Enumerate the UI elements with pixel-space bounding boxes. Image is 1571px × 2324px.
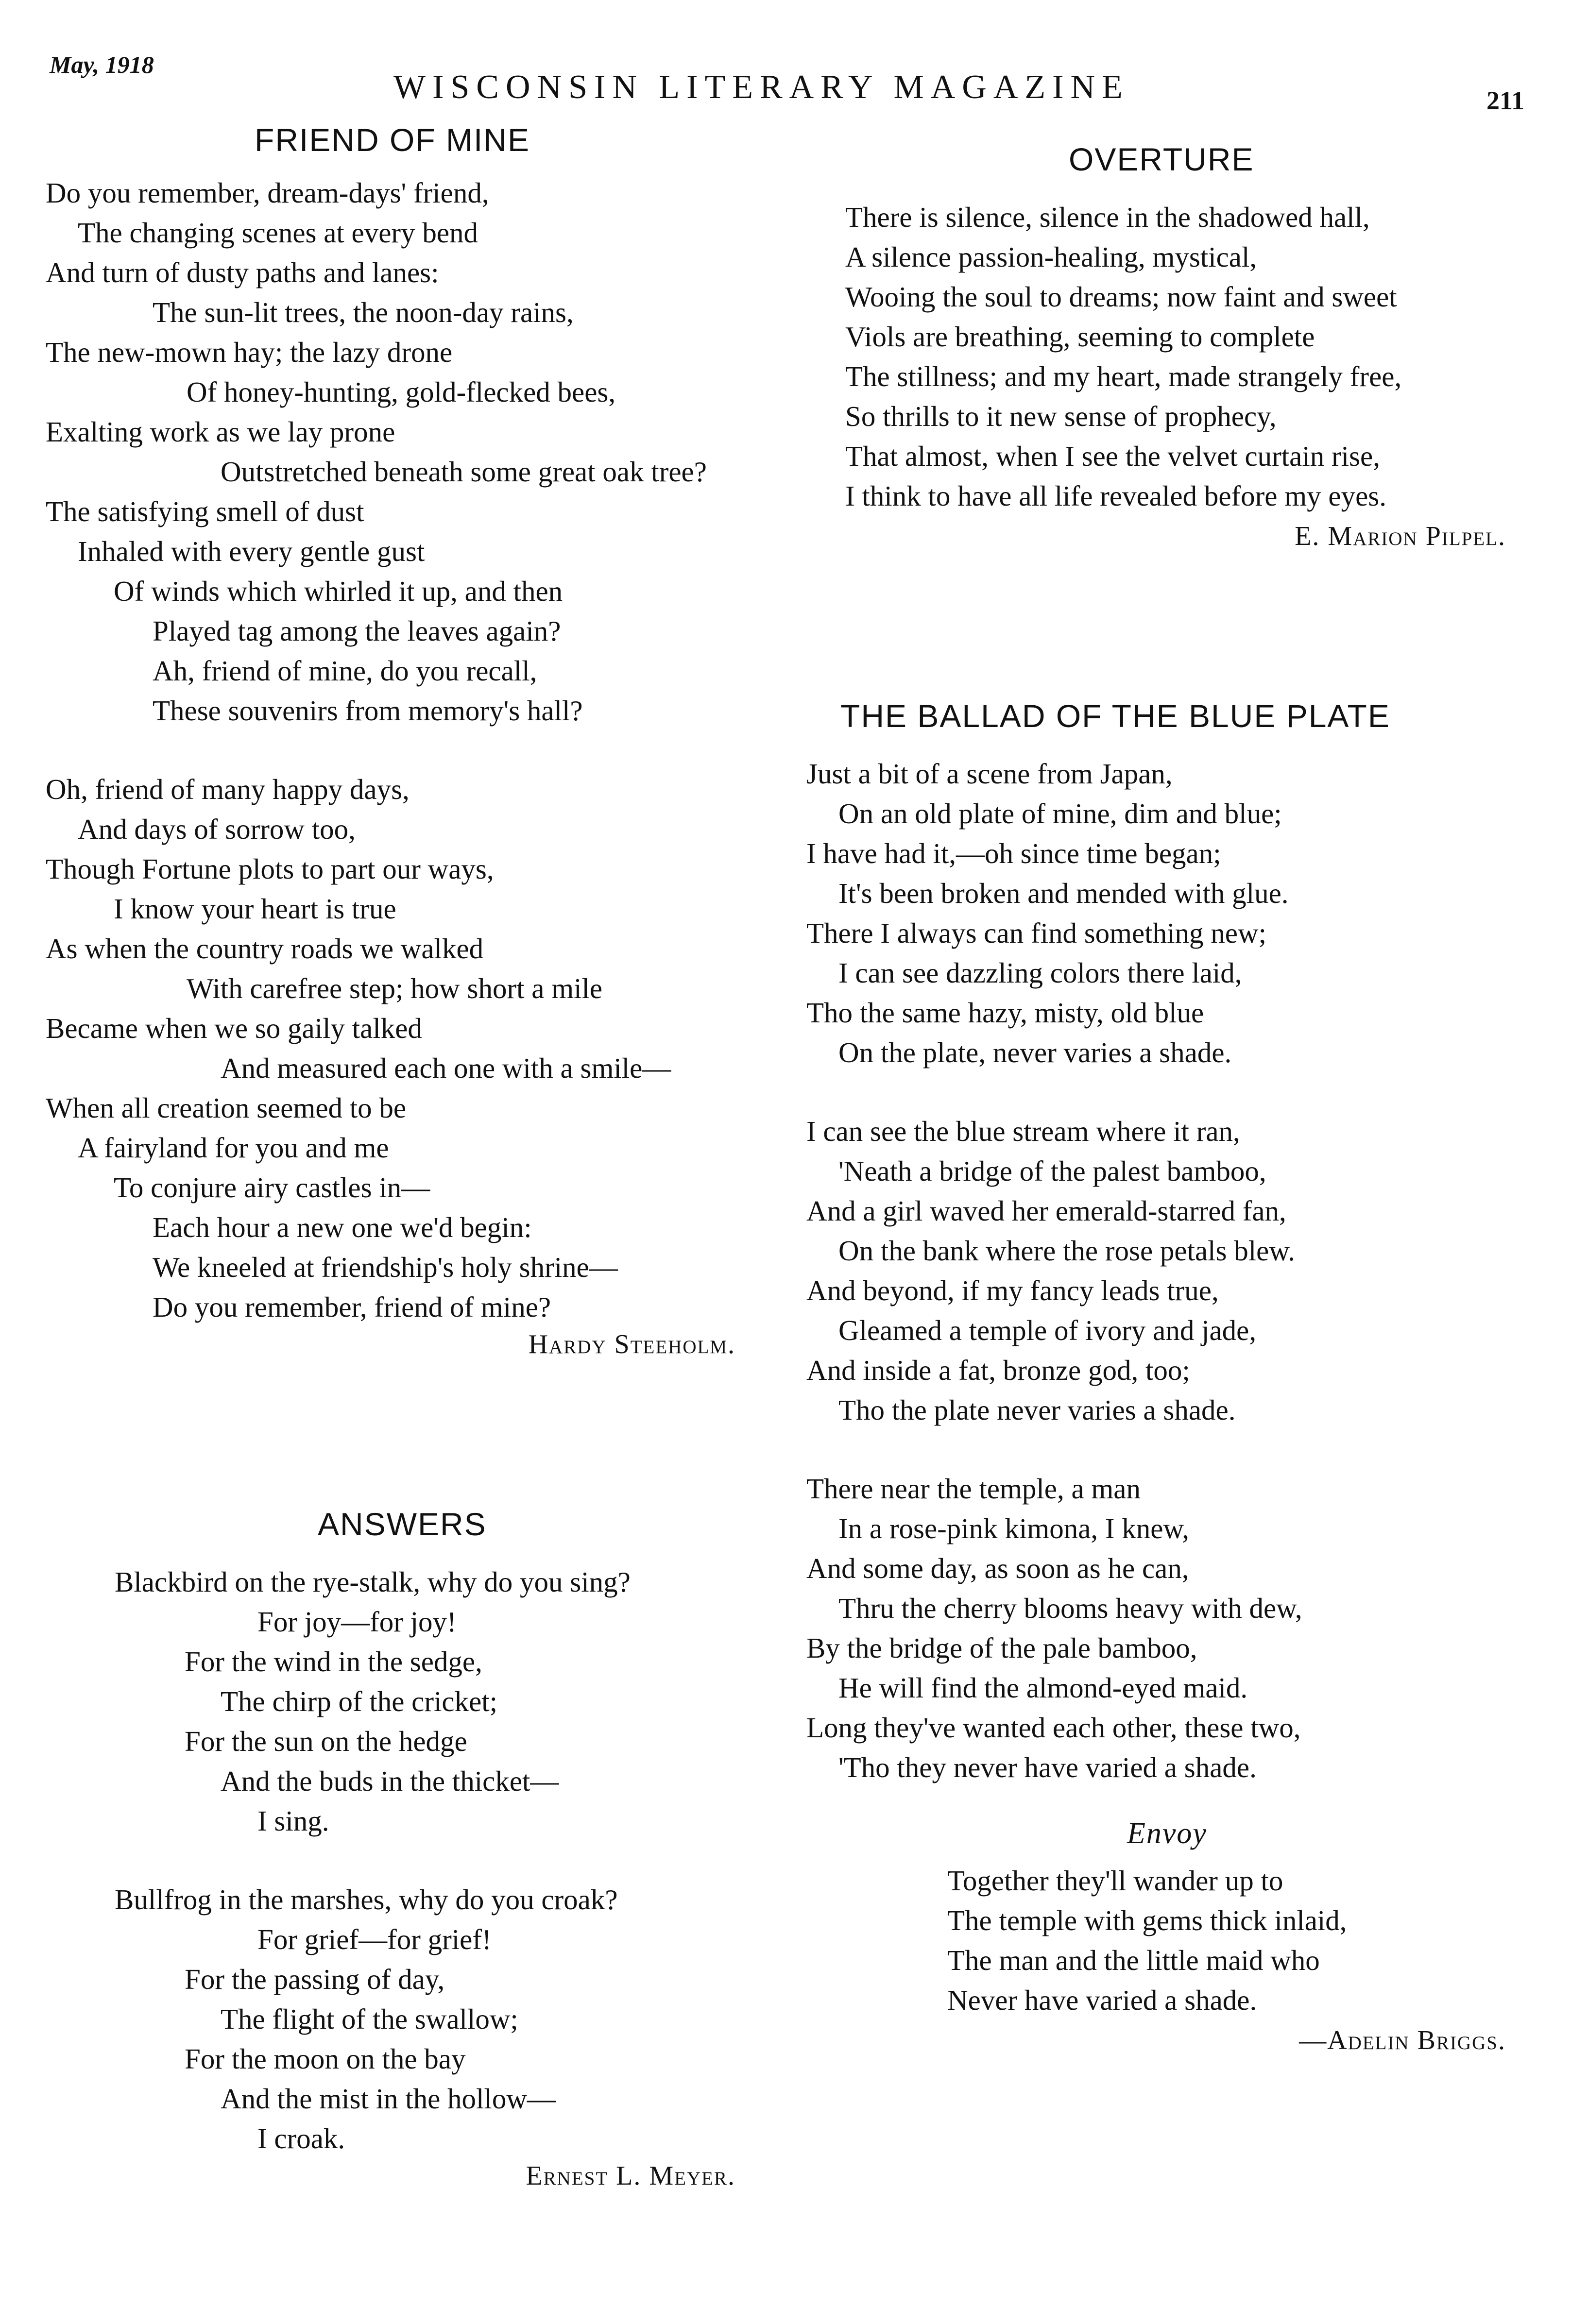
poem-line: I croak. — [257, 2122, 345, 2154]
poem-line: On an old plate of mine, dim and blue; — [838, 797, 1282, 830]
poem-line: Together they'll wander up to — [947, 1865, 1283, 1897]
poem-line: For the passing of day, — [185, 1963, 445, 1995]
poem-line: In a rose-pink kimona, I knew, — [838, 1512, 1190, 1544]
poem-line: I have had it,—oh since time began; — [806, 837, 1221, 869]
poem-line: These souvenirs from memory's hall? — [153, 695, 583, 727]
poem-line: The man and the little maid who — [947, 1944, 1320, 1976]
poem-line: With carefree step; how short a mile — [187, 972, 603, 1004]
poem-line: As when the country roads we walked — [46, 933, 484, 965]
poem-line: For joy—for joy! — [257, 1606, 457, 1638]
poem-title: OVERTURE — [1069, 141, 1254, 177]
poem-line: The new-mown hay; the lazy drone — [46, 336, 453, 368]
poem-ballad-blue-plate — [806, 697, 1525, 2056]
poem-author: Ernest L. Meyer. — [526, 2161, 735, 2191]
page-number: 211 — [1486, 86, 1525, 115]
poem-line: Do you remember, dream-days' friend, — [46, 177, 489, 209]
poem-line: A silence passion-healing, mystical, — [845, 241, 1257, 273]
poem-line: There near the temple, a man — [806, 1473, 1141, 1505]
poem-line: The stillness; and my heart, made strangely free, — [845, 360, 1402, 392]
poem-line: There I always can find something new; — [806, 917, 1266, 949]
poem-line: Just a bit of a scene from Japan, — [806, 758, 1173, 790]
poem-line: 'Tho they never have varied a shade. — [838, 1751, 1257, 1783]
poem-line: We kneeled at friendship's holy shrine— — [153, 1251, 618, 1283]
stanza — [806, 754, 1525, 1072]
issue-date: May, 1918 — [50, 51, 154, 78]
poem-line: The satisfying smell of dust — [46, 495, 364, 527]
stanza — [806, 1111, 1525, 1430]
poem-line: On the bank where the rose petals blew. — [838, 1235, 1295, 1267]
poem-author: —Adelin Briggs. — [1299, 2025, 1506, 2055]
poem-line: Though Fortune plots to part our ways, — [46, 853, 494, 885]
poem-line: I know your heart is true — [114, 893, 396, 925]
poem-line: Blackbird on the rye-stalk, why do you sing? — [115, 1566, 631, 1598]
poem-title: FRIEND OF MINE — [255, 122, 530, 158]
stanza — [46, 769, 774, 1327]
envoy-stanza — [806, 1861, 1525, 2020]
poem-line: 'Neath a bridge of the palest bamboo, — [838, 1155, 1266, 1187]
poem-line: The temple with gems thick inlaid, — [947, 1904, 1347, 1936]
poem-friend-of-mine — [46, 121, 774, 1360]
poem-title: ANSWERS — [318, 1506, 487, 1542]
poem-line: Ah, friend of mine, do you recall, — [153, 655, 537, 687]
stanza — [806, 197, 1525, 516]
poem-line: Became when we so gaily talked — [46, 1012, 422, 1044]
poem-line: A fairyland for you and me — [78, 1132, 389, 1164]
poem-line: Gleamed a temple of ivory and jade, — [838, 1314, 1257, 1346]
poem-line: And a girl waved her emerald-starred fan, — [806, 1195, 1286, 1227]
poem-answers — [46, 1506, 774, 2191]
poem-line: By the bridge of the pale bamboo, — [806, 1632, 1197, 1664]
poem-line: Long they've wanted each other, these two, — [806, 1712, 1301, 1744]
poem-line: The changing scenes at every bend — [78, 217, 478, 249]
poem-line: Played tag among the leaves again? — [153, 615, 561, 647]
poem-line: I sing. — [257, 1805, 329, 1837]
poem-line: And turn of dusty paths and lanes: — [46, 256, 439, 288]
poem-line: Oh, friend of many happy days, — [46, 773, 410, 805]
poem-line: Do you remember, friend of mine? — [153, 1291, 551, 1323]
poem-line: When all creation seemed to be — [46, 1092, 407, 1124]
poem-author: Hardy Steeholm. — [528, 1329, 735, 1359]
poem-line: I think to have all life revealed before my eyes. — [845, 480, 1386, 512]
poem-line: I can see dazzling colors there laid, — [838, 957, 1242, 989]
envoy-heading: Envoy — [1127, 1817, 1207, 1850]
poem-line: For the sun on the hedge — [185, 1725, 467, 1757]
poem-line: Tho the same hazy, misty, old blue — [806, 997, 1204, 1029]
poem-line: It's been broken and mended with glue. — [838, 877, 1289, 909]
poem-line: Bullfrog in the marshes, why do you croak? — [115, 1883, 618, 1916]
poem-overture — [806, 141, 1525, 552]
poem-line: The chirp of the cricket; — [221, 1685, 498, 1717]
poem-line: Outstretched beneath some great oak tree? — [221, 456, 707, 488]
left-column — [46, 121, 774, 2191]
poem-line: Never have varied a shade. — [947, 1984, 1257, 2016]
poem-title: THE BALLAD OF THE BLUE PLATE — [840, 698, 1390, 734]
poem-line: The sun-lit trees, the noon-day rains, — [153, 296, 574, 328]
stanza — [806, 1469, 1525, 1787]
poem-line: And some day, as soon as he can, — [806, 1552, 1189, 1584]
poem-line: And measured each one with a smile— — [221, 1052, 671, 1084]
poem-line: Inhaled with every gentle gust — [78, 535, 425, 567]
poem-line: For the wind in the sedge, — [185, 1645, 482, 1678]
poem-line: There is silence, silence in the shadowed hall, — [845, 201, 1370, 233]
poem-line: Viols are breathing, seeming to complete — [845, 321, 1315, 353]
stanza — [46, 1880, 774, 2158]
poem-line: To conjure airy castles in— — [114, 1171, 430, 1204]
poem-line: He will find the almond-eyed maid. — [838, 1672, 1248, 1704]
poem-line: Thru the cherry blooms heavy with dew, — [838, 1592, 1302, 1624]
poem-line: And the buds in the thicket— — [221, 1765, 559, 1797]
poem-line: Of honey-hunting, gold-flecked bees, — [187, 376, 616, 408]
poem-line: And inside a fat, bronze god, too; — [806, 1354, 1190, 1386]
poem-author: E. Marion Pilpel. — [1295, 521, 1506, 551]
poem-line: For the moon on the bay — [185, 2043, 466, 2075]
poem-line: And beyond, if my fancy leads true, — [806, 1274, 1219, 1306]
stanza — [46, 173, 774, 730]
poem-line: The flight of the swallow; — [221, 2003, 518, 2035]
poem-line: That almost, when I see the velvet curtain rise, — [845, 440, 1380, 472]
poem-line: On the plate, never varies a shade. — [838, 1036, 1232, 1069]
poem-line: Each hour a new one we'd begin: — [153, 1211, 532, 1243]
poem-line: And days of sorrow too, — [78, 813, 356, 845]
poem-line: Tho the plate never varies a shade. — [838, 1394, 1236, 1426]
magazine-title: WISCONSIN LITERARY MAGAZINE — [393, 68, 1129, 106]
poem-line: Exalting work as we lay prone — [46, 416, 395, 448]
poem-line: Of winds which whirled it up, and then — [114, 575, 563, 607]
stanza — [46, 1562, 774, 1841]
right-column — [806, 141, 1525, 2056]
poem-line: Wooing the soul to dreams; now faint and sweet — [845, 281, 1397, 313]
poem-line: So thrills to it new sense of prophecy, — [845, 400, 1277, 432]
poem-line: And the mist in the hollow— — [221, 2083, 556, 2115]
poem-line: I can see the blue stream where it ran, — [806, 1115, 1240, 1147]
poem-line: For grief—for grief! — [257, 1923, 492, 1955]
